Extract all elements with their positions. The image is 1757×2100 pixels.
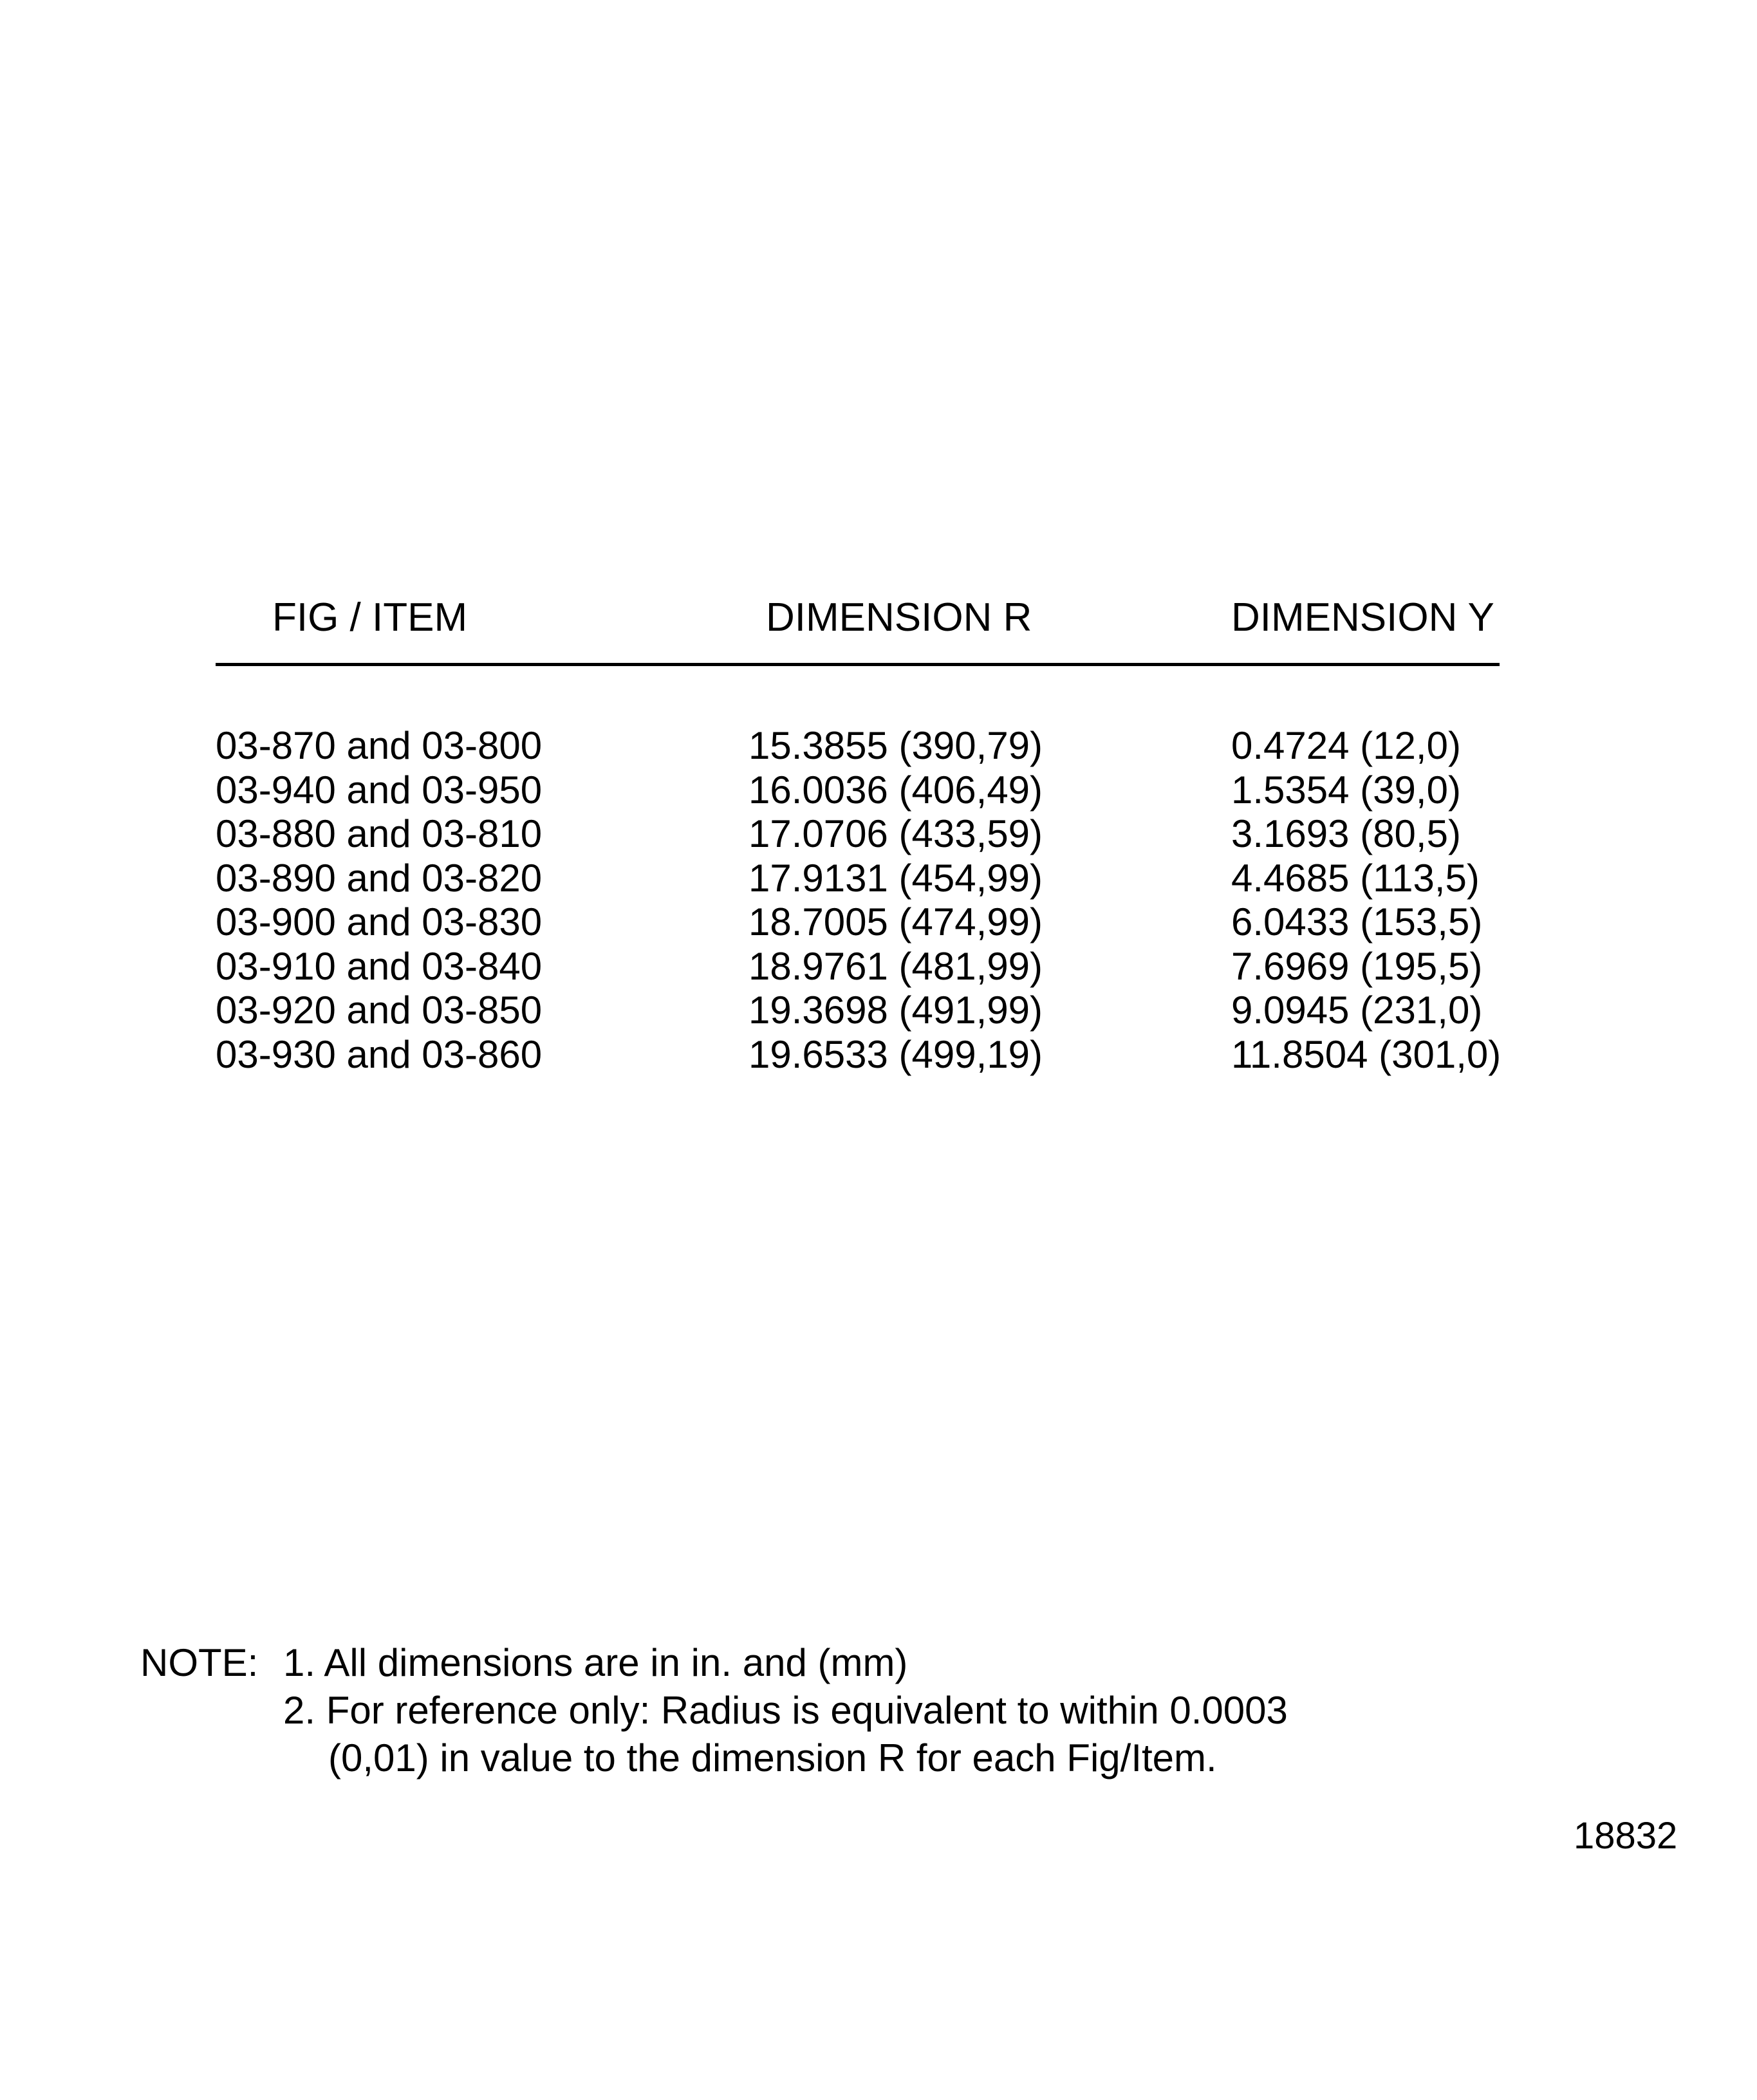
note-2-line-2: (0,01) in value to the dimension R for each Fig/Item. [328,1736,1217,1779]
table-row [0,857,1757,901]
table-row [0,724,1757,768]
table-row [0,900,1757,945]
fig-item-cell: 03-940 and 03-950 [216,768,543,812]
dimension-y-cell: 11.8504 (301,0) [1231,1032,1501,1076]
dimension-y-cell: 0.4724 (12,0) [1231,724,1461,767]
note-2-line-1: 2. For reference only: Radius is equivalent to within 0.0003 [283,1689,1288,1732]
dimension-r-cell: 17.9131 (454,99) [748,856,1043,900]
dimension-y-cell: 1.5354 (39,0) [1231,768,1461,812]
table-row [0,812,1757,857]
note-1: 1. All dimensions are in in. and (mm) [283,1641,908,1684]
note-label: NOTE: [140,1641,259,1684]
fig-item-cell: 03-930 and 03-860 [216,1032,543,1076]
dimension-y-cell: 4.4685 (113,5) [1231,856,1480,900]
fig-item-cell: 03-910 and 03-840 [216,944,543,988]
fig-item-cell: 03-870 and 03-800 [216,724,543,767]
dimension-r-cell: 17.0706 (433,59) [748,812,1043,855]
header-rule [216,663,1500,666]
table-row [0,1033,1757,1077]
fig-item-cell: 03-900 and 03-830 [216,900,543,943]
dimension-r-cell: 19.6533 (499,19) [748,1032,1043,1076]
dimension-table [0,724,1757,1077]
dimension-r-cell: 18.7005 (474,99) [748,900,1043,943]
fig-item-cell: 03-890 and 03-820 [216,856,543,900]
dimension-y-cell: 6.0433 (153,5) [1231,900,1483,943]
dimension-r-cell: 15.3855 (390,79) [748,724,1043,767]
dimension-r-cell: 18.9761 (481,99) [748,944,1043,988]
header-fig-item: FIG / ITEM [272,595,468,640]
dimension-r-cell: 19.3698 (491,99) [748,989,1043,1032]
header-dimension-y: DIMENSION Y [1231,595,1494,640]
dimension-y-cell: 3.1693 (80,5) [1231,812,1461,855]
dimension-y-cell: 9.0945 (231,0) [1231,989,1483,1032]
fig-item-cell: 03-880 and 03-810 [216,812,543,855]
table-row [0,945,1757,989]
fig-item-cell: 03-920 and 03-850 [216,989,543,1032]
table-row [0,989,1757,1033]
figure-number: 18832 [1574,1815,1678,1857]
dimension-r-cell: 16.0036 (406,49) [748,768,1043,812]
header-dimension-r: DIMENSION R [766,595,1032,640]
dimension-y-cell: 7.6969 (195,5) [1231,944,1483,988]
table-row [0,768,1757,813]
